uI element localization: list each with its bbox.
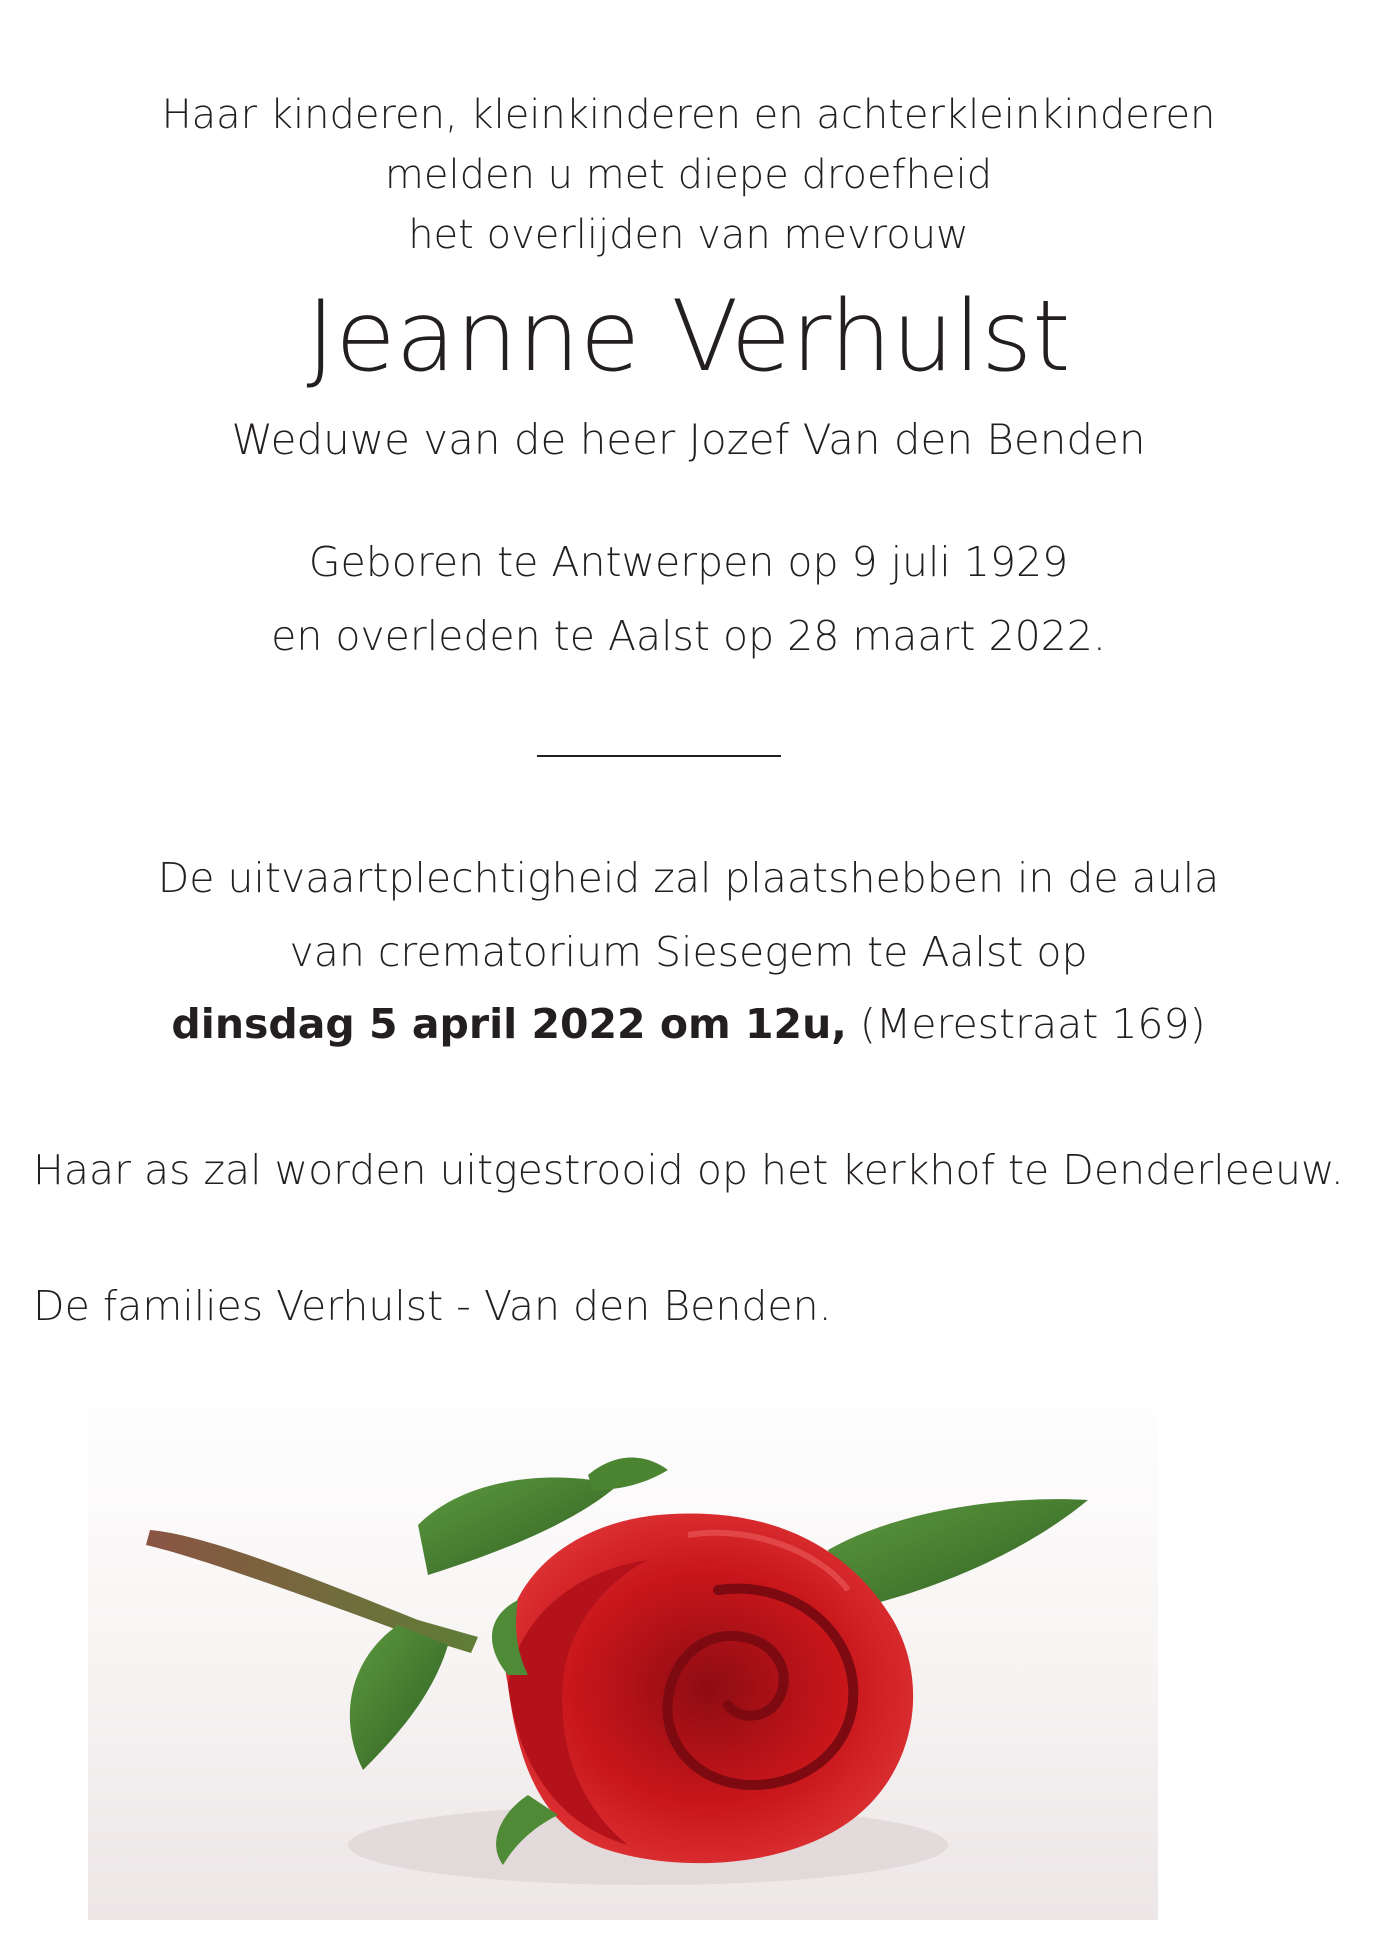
divider	[537, 755, 781, 757]
ceremony-line-2: van crematorium Siesegem te Aalst op	[289, 928, 1088, 976]
ceremony-line-3	[0, 1000, 1377, 1048]
families-signature: De families Verhulst - Van den Benden.	[33, 1282, 832, 1330]
intro-line-1: Haar kinderen, kleinkinderen en achterkleinkinderen	[161, 92, 1216, 138]
death-info: en overleden te Aalst op 28 maart 2022.	[271, 612, 1106, 660]
intro-line-3: het overlijden van mevrouw	[408, 212, 969, 258]
ashes-text: Haar as zal worden uitgestrooid op het kerkhof te Denderleeuw.	[33, 1146, 1344, 1194]
intro-line-2: melden u met diepe droefheid	[384, 152, 993, 198]
ceremony-address: (Merestraat 169)	[859, 1000, 1206, 1048]
ceremony-datetime: dinsdag 5 april 2022 om 12u,	[171, 1000, 847, 1048]
birth-info: Geboren te Antwerpen op 9 juli 1929	[308, 538, 1069, 586]
rose-image	[88, 1375, 1158, 1920]
deceased-name: Jeanne Verhulst	[306, 280, 1071, 394]
widow-of: Weduwe van de heer Jozef Van den Benden	[231, 415, 1146, 464]
ceremony-line-1: De uitvaartplechtigheid zal plaatshebben in de aula	[157, 854, 1220, 902]
